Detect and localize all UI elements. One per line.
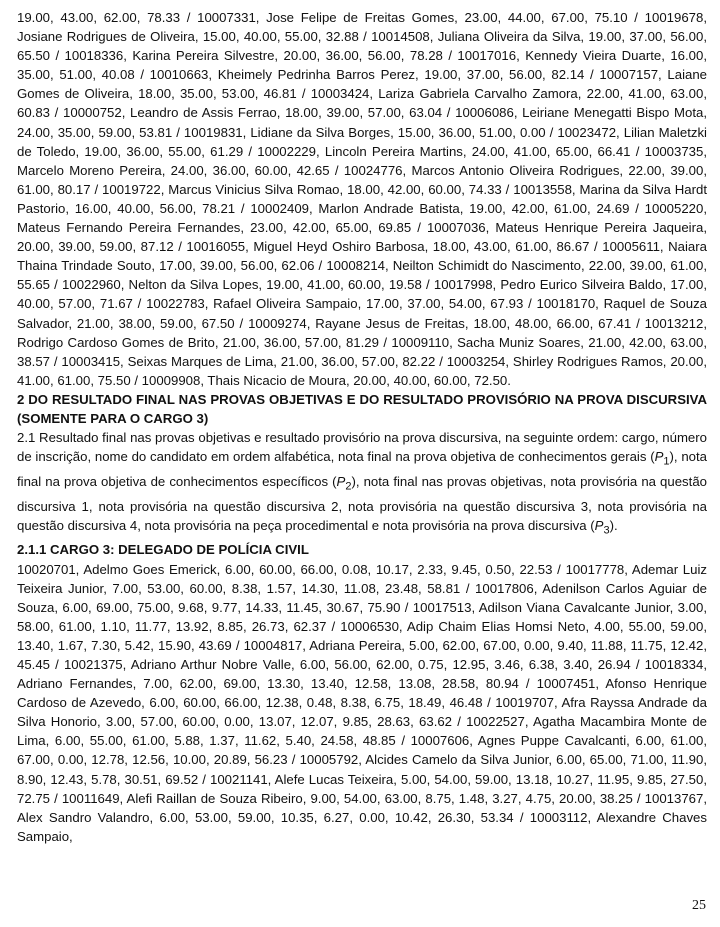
cargo-3-results-list: 10020701, Adelmo Goes Emerick, 6.00, 60.00, 66.00, 0.08, 10.17, 2.33, 9.45, 0.50, 22.53 / 10017778, Ademar Luiz Teixeira Junior, 7.00, 53.00, 60.00, 8.38, 1.57, 14.30, 11.08, 23.48, 58.81 / 10017806, Adenilson Carlos Aguiar de Souza, 6.00, 69.00, 75.00, 9.68, 9.77, 14.33, 11.45, 30.67, 75.90 / 10017513, Adilson Viana Cavalcante Junior, 3.00, 58.00, 61.00, 1.10, 11.77, 13.92, 8.85, 26.73, 62.37 / 10006530, Adip Chaim Elias Homsi Neto, 4.00, 55.00, 59.00, 13.40, 1.67, 7.30, 5.42, 15.90, 43.69 / 10004817, Adriana Pereira, 5.00, 62.00, 67.00, 0.00, 9.40, 11.88, 11.75, 12.42, 45.45 / 10021375, Adriano Arthur Nobre Valle, 6.00, 56.00, 62.00, 0.75, 12.95, 3.46, 6.38, 3.40, 26.94 / 10018334, Adriano Fernandes, 7.00, 62.00, 69.00, 13.30, 13.40, 12.58, 13.08, 28.58, 80.94 / 10007451, Afonso Henrique Cardoso de Azevedo, 6.00, 60.00, 66.00, 12.38, 0.48, 8.38, 6.75, 18.49, 46.48 / 10019707, Afra Rayssa Andrade da Silva Honorio, 3.00, 57.00, 60.00, 0.00, 13.07, 12.07, 9.85, 28.63, 63.62 / 10022527, Agatha Macambira Monte de Lima, 6.00, 55.00, 61.00, 5.88, 1.37, 11.62, 5.40, 24.58, 48.85 / 10007606, Agnes Puppe Cavalcanti, 6.00, 61.00, 67.00, 0.00, 12.78, 12.56, 10.00, 20.89, 56.23 / 10005792, Alcides Camelo da Silva Junior, 6.00, 65.00, 71.00, 11.90, 8.90, 12.43, 5.78, 30.51, 69.52 / 10021141, Alefe Lucas Teixeira, 5.00, 54.00, 59.00, 13.18, 10.27, 11.95, 9.85, 27.50, 72.75 / 10011649, Alefi Raillan de Souza Ribeiro, 9.00, 54.00, 63.00, 8.75, 1.48, 3.27, 4.75, 20.00, 38.25 / 10013767, Alex Sandro Valandro, 6.00, 53.00, 59.00, 10.35, 6.27, 0.00, 10.42, 26.30, 53.34 / 10003112, Alexandre Chaves Sampaio, (17, 561, 707, 844)
section-2-heading: 2 DO RESULTADO FINAL NAS PROVAS OBJETIVAS E DO RESULTADO PROVISÓRIO NA PROVA DISCURSIVA (SOMENTE PARA O CARGO 3) (17, 391, 707, 426)
section-2-1-1-heading: 2.1.1 CARGO 3: DELEGADO DE POLÍCIA CIVIL (17, 542, 309, 558)
page-number: 25 (692, 898, 706, 913)
results-list-continued: 19.00, 43.00, 62.00, 78.33 / 10007331, Jose Felipe de Freitas Gomes, 23.00, 44.00, 67.00, 75.10 / 10019678, Josiane Rodrigues de Oliveira, 15.00, 40.00, 55.00, 32.88 / 10014508, Juliana Oliveira da Silva, 19.00, 37.00, 56.00, 65.50 / 10018336, Karina Pereira Silvestre, 20.00, 36.00, 56.00, 78.28 / 10017016, Kennedy Vieira Duarte, 16.00, 35.00, 51.00, 40.08 / 10010663, Kheimely Pedrinha Barros Perez, 19.00, 37.00, 56.00, 82.14 / 10007157, Laiane Gomes de Oliveira, 18.00, 35.00, 53.00, 46.81 / 10003424, Lariza Gabriela Carvalho Zamora, 22.00, 41.00, 63.00, 60.83 / 10000752, Leandro de Assis Ferrao, 18.00, 39.00, 57.00, 63.04 / 10006086, Leiriane Menegatti Bispo Mota, 24.00, 35.00, 59.00, 53.81 / 10019831, Lidiane da Silva Borges, 15.00, 36.00, 51.00, 0.00 / 10023472, Lilian Maletzki de Toledo, 19.00, 36.00, 55.00, 61.29 / 10002229, Lincoln Pereira Martins, 24.00, 41.00, 65.00, 66.41 / 10003735, Marcelo Moreno Pereira, 24.00, 36.00, 60.00, 42.65 / 10024776, Marcos Antonio Oliveira Rodrigues, 22.00, 39.00, 61.00, 80.17 / 10019722, Marcus Vinicius Silva Romao, 18.00, 42.00, 60.00, 74.33 / 10013558, Marina da Silva Hardt Pastorio, 16.00, 40.00, 56.00, 78.21 / 10002409, Marlon Andrade Batista, 19.00, 42.00, 61.00, 24.69 / 10005220, Mateus Fernando Pereira Fernandes, 23.00, 42.00, 65.00, 69.85 / 10007036, Mateus Henrique Pereira Jaqueira, 20.00, 39.00, 59.00, 87.12 / 10016055, Miguel Heyd Oshiro Barbosa, 18.00, 43.00, 61.00, 86.67 / 10005611, Naiara Thaina Trindade Souto, 17.00, 39.00, 56.00, 62.06 / 10008214, Neilton Schimidt do Nascimento, 22.00, 39.00, 61.00, 55.65 / 10022960, Nelton da Silva Lopes, 19.00, 41.00, 60.00, 19.58 / 10017998, Pedro Eurico Silveira Baldo, 17.00, 40.00, 57.00, 71.67 / 10022783, Rafael Oliveira Sampaio, 17.00, 37.00, 54.00, 67.93 / 10018170, Raquel de Souza Salvador, 21.00, 38.00, 59.00, 67.50 / 10009274, Rayane Jesus de Freitas, 18.00, 48.00, 66.00, 67.41 / 10013212, Rodrigo Cardoso Gomes de Brito, 21.00, 36.00, 57.00, 81.29 / 10009110, Sacha Muniz Soares, 21.00, 42.00, 63.00, 38.57 / 10003415, Seixas Marques de Lima, 21.00, 36.00, 57.00, 82.22 / 10003254, Shirley Rodrigues Ramos, 20.00, 41.00, 61.00, 75.50 / 10009908, Thais Nicacio de Moura, 20.00, 40.00, 60.00, 72.50. (17, 10, 707, 388)
document-page (17, 8, 707, 846)
section-2-1-paragraph: 2.1 Resultado final nas provas objetivas e resultado provisório na prova discursiva, na seguinte ordem: cargo, número de inscrição, nome do candidato em ordem alfabética, nota final na prova objetiva de conhecimentos gerais $(P_1)$, nota final na prova objetiva de conhecimentos específicos $(P_2)$, nota final nas provas objetivas, nota provisória na questão discursiva 1, nota provisória na questão discursiva 2, nota provisória na questão discursiva 3, nota provisória na questão discursiva 4, nota provisória na peça procedimental e nota provisória na prova discursiva $(P_3)$. (17, 430, 707, 537)
